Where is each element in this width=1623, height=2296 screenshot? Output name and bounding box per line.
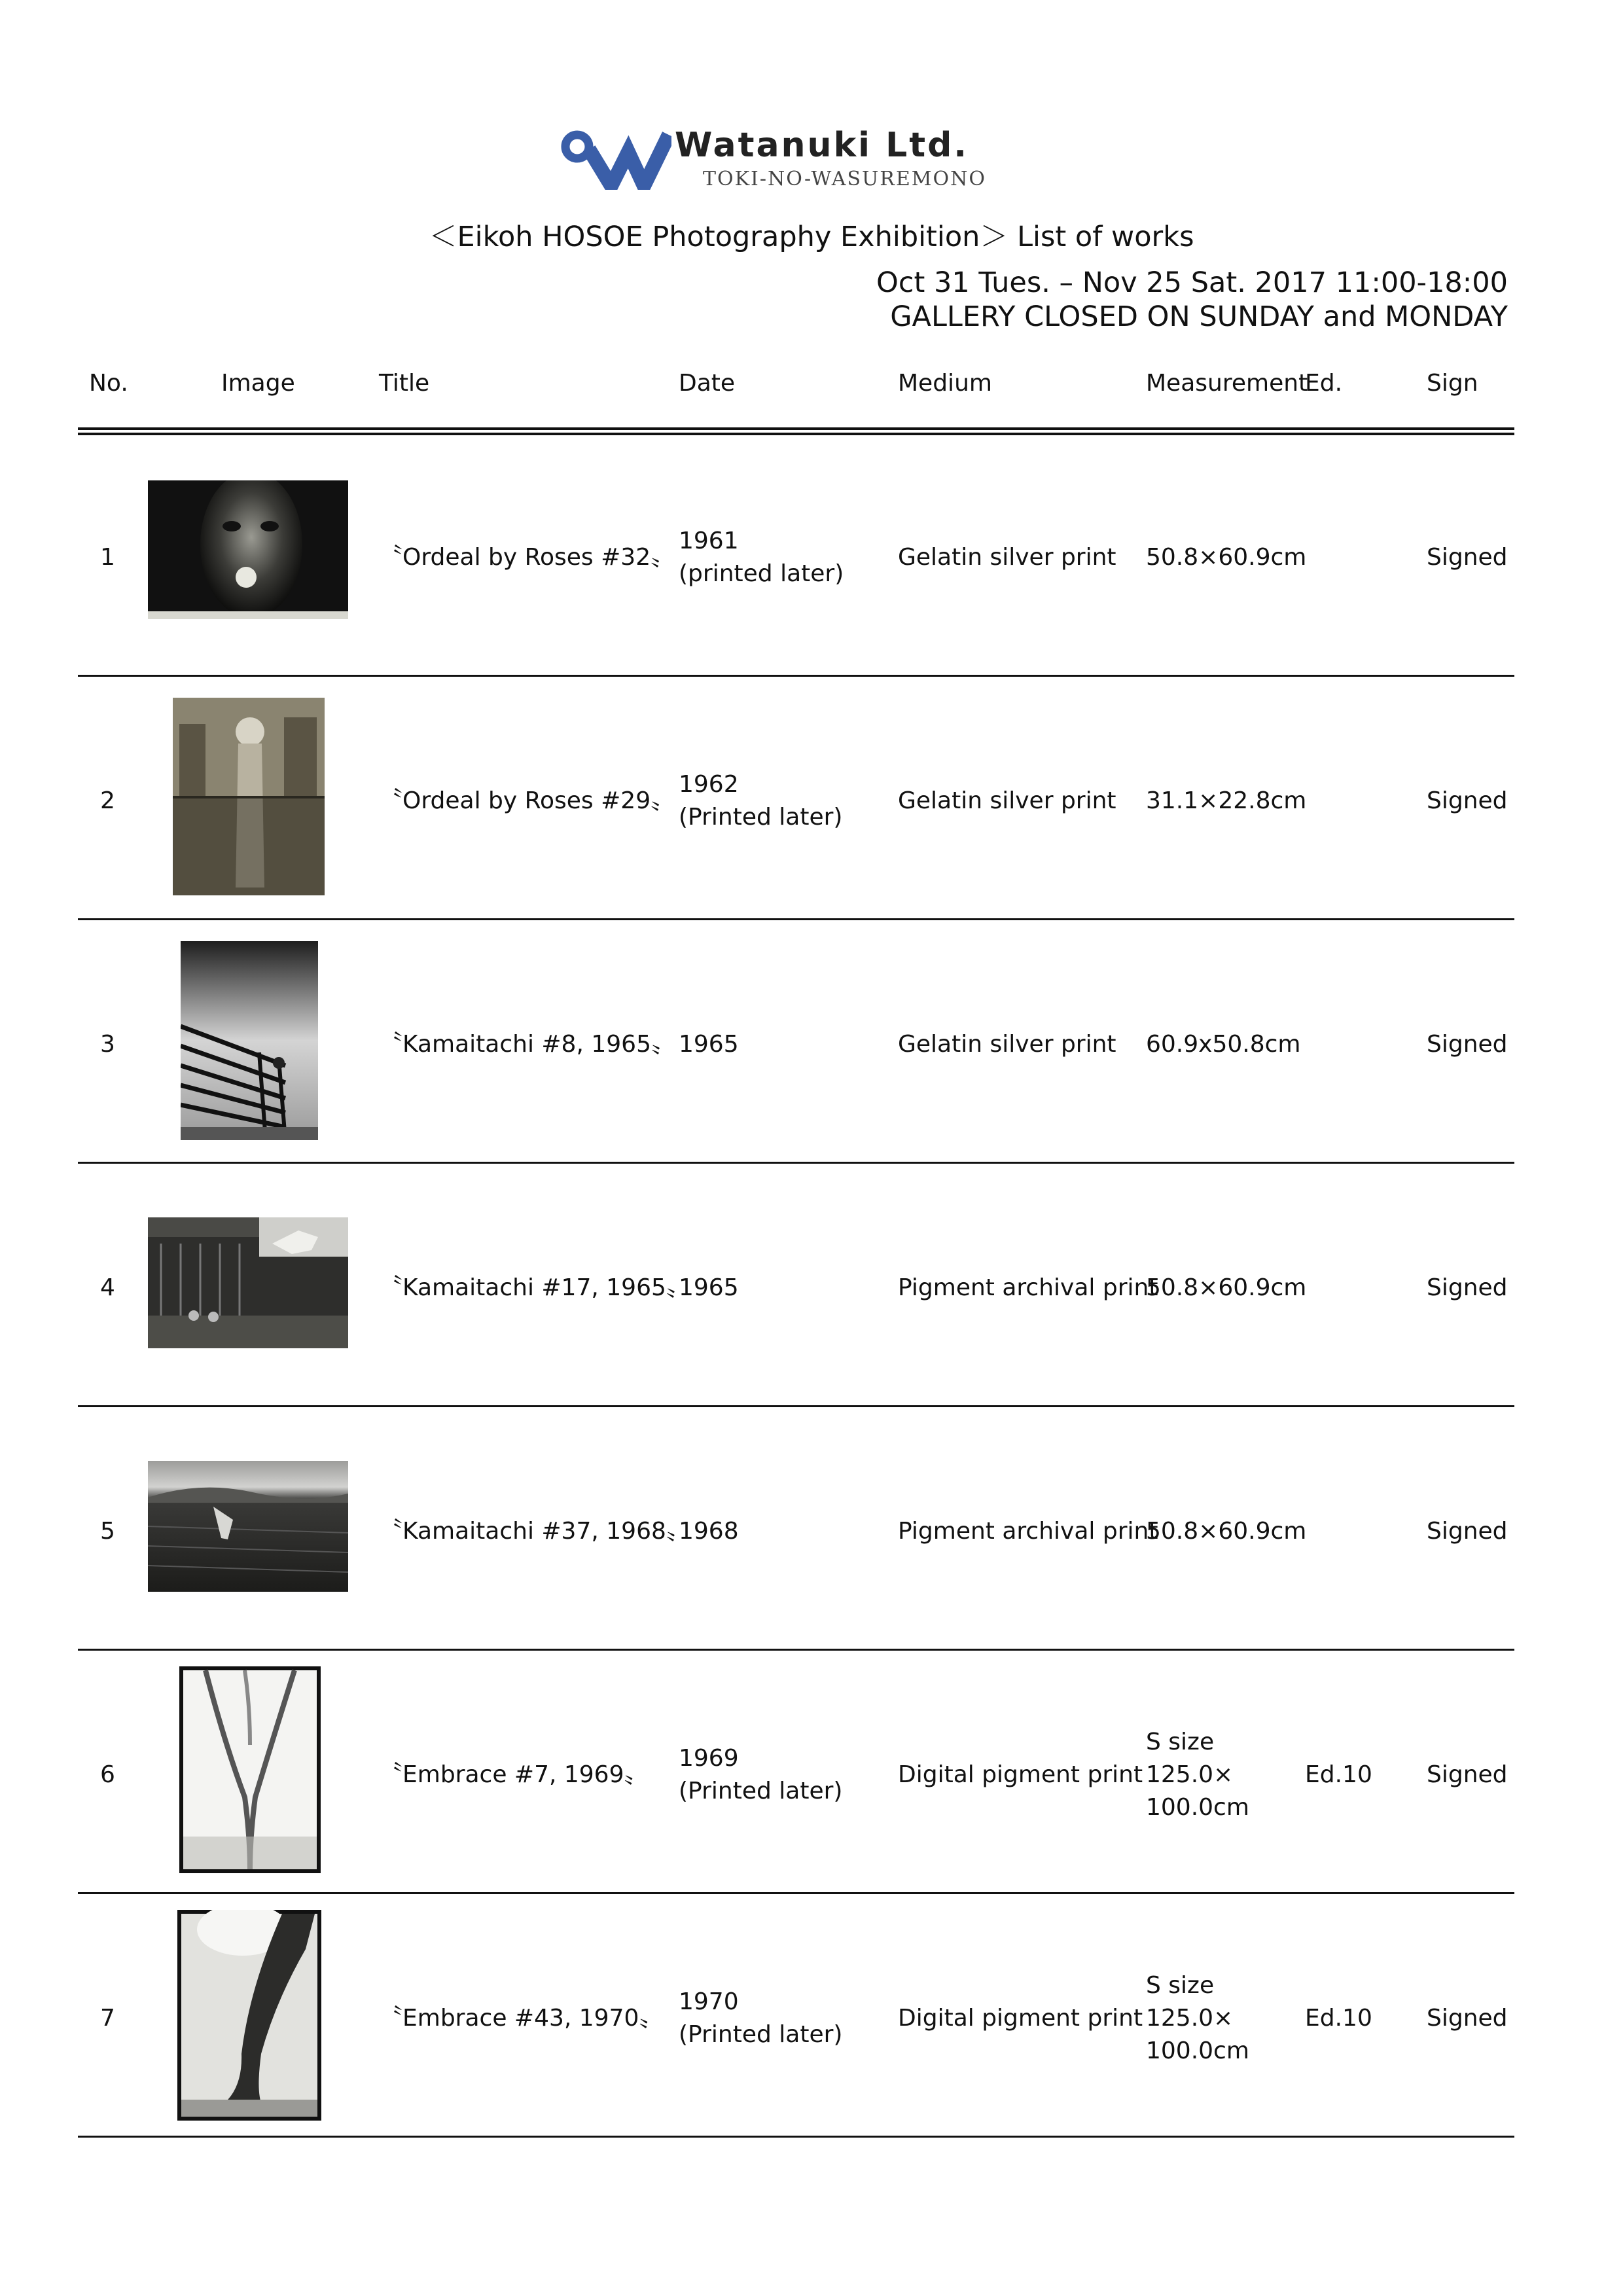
measurement-line: 50.8×60.9cm bbox=[1146, 1518, 1307, 1545]
cell-no: 6 bbox=[100, 1761, 115, 1788]
date-year: 1969 bbox=[679, 1745, 739, 1772]
measurement-line: 60.9x50.8cm bbox=[1146, 1031, 1301, 1058]
measurement-line: S size bbox=[1146, 1729, 1215, 1755]
cell-date bbox=[679, 1272, 739, 1304]
row-divider bbox=[78, 2136, 1514, 2138]
header-measurement: Measurement bbox=[1146, 370, 1308, 397]
header-ed: Ed. bbox=[1305, 370, 1343, 397]
date-note: (Printed later) bbox=[679, 2021, 843, 2048]
cell-sign: Signed bbox=[1427, 2005, 1508, 2032]
cell-title: 〝Ordeal by Roses #29〟 bbox=[379, 787, 675, 814]
cell-no: 7 bbox=[100, 2005, 115, 2032]
date-year: 1968 bbox=[679, 1518, 739, 1545]
artwork-thumbnail bbox=[179, 1666, 321, 1873]
measurement-line: S size bbox=[1146, 1972, 1215, 1999]
artwork-thumbnail bbox=[148, 1461, 348, 1592]
cell-sign: Signed bbox=[1427, 1761, 1508, 1788]
table-row bbox=[78, 1651, 1514, 1894]
cell-measurement bbox=[1146, 1969, 1249, 2068]
cell-title: 〝Kamaitachi #17, 1965〟 bbox=[379, 1274, 690, 1301]
cell-date bbox=[679, 768, 842, 834]
measurement-line: 125.0× bbox=[1146, 1761, 1234, 1788]
exhibition-dates-block bbox=[876, 266, 1508, 334]
measurement-line: 31.1×22.8cm bbox=[1146, 787, 1307, 814]
leaping-figure-photo bbox=[148, 1217, 348, 1348]
cell-title: 〝Embrace #7, 1969〟 bbox=[379, 1761, 648, 1788]
cell-medium: Pigment archival print bbox=[898, 1274, 1158, 1301]
artwork-thumbnail bbox=[148, 480, 348, 619]
date-note: (Printed later) bbox=[679, 804, 843, 831]
measurement-line: 100.0cm bbox=[1146, 1794, 1249, 1821]
date-year: 1962 bbox=[679, 771, 739, 798]
company-logo bbox=[560, 126, 1018, 195]
header-sign: Sign bbox=[1427, 370, 1478, 397]
field-figure-photo bbox=[148, 1461, 348, 1592]
cell-medium: Gelatin silver print bbox=[898, 787, 1116, 814]
cell-no: 4 bbox=[100, 1274, 115, 1301]
cell-medium: Gelatin silver print bbox=[898, 544, 1116, 571]
cell-date bbox=[679, 1515, 739, 1548]
table-row bbox=[78, 920, 1514, 1164]
date-note: (printed later) bbox=[679, 560, 844, 587]
table-row bbox=[78, 1407, 1514, 1651]
measurement-line: 125.0× bbox=[1146, 2005, 1234, 2032]
cell-sign: Signed bbox=[1427, 1274, 1508, 1301]
date-year: 1965 bbox=[679, 1031, 739, 1058]
date-year: 1961 bbox=[679, 528, 739, 554]
cell-no: 3 bbox=[100, 1031, 115, 1058]
cell-title: 〝Ordeal by Roses #32〟 bbox=[379, 544, 675, 571]
cell-sign: Signed bbox=[1427, 787, 1508, 814]
cell-medium: Digital pigment print bbox=[898, 1761, 1143, 1788]
company-name: Watanuki Ltd. bbox=[675, 126, 969, 165]
header-medium: Medium bbox=[898, 370, 992, 397]
embrace-legs-photo bbox=[179, 1666, 321, 1873]
cell-no: 1 bbox=[100, 544, 115, 571]
portrait-rose-photo bbox=[148, 480, 348, 619]
cell-date bbox=[679, 1028, 739, 1061]
table-row bbox=[78, 677, 1514, 920]
cell-no: 2 bbox=[100, 787, 115, 814]
cell-measurement bbox=[1146, 1726, 1249, 1824]
exhibition-title: ＜Eikoh HOSOE Photography Exhibition＞ List of works bbox=[429, 221, 1194, 253]
date-note: (Printed later) bbox=[679, 1778, 843, 1804]
cell-measurement bbox=[1146, 1272, 1306, 1304]
cell-medium: Digital pigment print bbox=[898, 2005, 1143, 2032]
artwork-thumbnail bbox=[148, 1217, 348, 1348]
header-image: Image bbox=[221, 370, 295, 397]
cell-date bbox=[679, 525, 844, 590]
company-tagline: TOKI-NO-WASUREMONO bbox=[703, 168, 986, 190]
cell-sign: Signed bbox=[1427, 544, 1508, 571]
gallery-closed-notice: GALLERY CLOSED ON SUNDAY and MONDAY bbox=[890, 300, 1508, 333]
cell-date bbox=[679, 1742, 842, 1808]
header-date: Date bbox=[679, 370, 736, 397]
header-no: No. bbox=[89, 370, 128, 397]
cell-sign: Signed bbox=[1427, 1518, 1508, 1545]
cell-sign: Signed bbox=[1427, 1031, 1508, 1058]
cell-ed: Ed.10 bbox=[1305, 1761, 1372, 1788]
measurement-line: 50.8×60.9cm bbox=[1146, 544, 1307, 571]
embrace-leg-photo bbox=[177, 1910, 321, 2121]
fence-figure-photo bbox=[181, 941, 318, 1140]
cell-measurement bbox=[1146, 1028, 1300, 1061]
exhibition-dates: Oct 31 Tues. – Nov 25 Sat. 2017 11:00-18:00 bbox=[876, 266, 1508, 299]
cell-title: 〝Kamaitachi #8, 1965〟 bbox=[379, 1031, 675, 1058]
cell-title: 〝Kamaitachi #37, 1968〟 bbox=[379, 1518, 690, 1545]
cell-medium: Gelatin silver print bbox=[898, 1031, 1116, 1058]
cell-no: 5 bbox=[100, 1518, 115, 1545]
collage-figure-photo bbox=[173, 698, 325, 895]
watanuki-logo-mark bbox=[560, 130, 671, 190]
table-row bbox=[78, 1894, 1514, 2138]
measurement-line: 100.0cm bbox=[1146, 2037, 1249, 2064]
cell-measurement bbox=[1146, 1515, 1306, 1548]
measurement-line: 50.8×60.9cm bbox=[1146, 1274, 1307, 1301]
date-year: 1965 bbox=[679, 1274, 739, 1301]
cell-title: 〝Embrace #43, 1970〟 bbox=[379, 2005, 663, 2032]
date-year: 1970 bbox=[679, 1988, 739, 2015]
cell-ed: Ed.10 bbox=[1305, 2005, 1372, 2032]
header-title: Title bbox=[379, 370, 430, 397]
cell-medium: Pigment archival print bbox=[898, 1518, 1158, 1545]
cell-measurement bbox=[1146, 541, 1306, 574]
table-row bbox=[78, 433, 1514, 677]
artwork-thumbnail bbox=[177, 1910, 321, 2121]
cell-measurement bbox=[1146, 785, 1306, 817]
cell-date bbox=[679, 1986, 842, 2051]
artwork-thumbnail bbox=[173, 698, 325, 895]
artwork-thumbnail bbox=[181, 941, 318, 1140]
table-row bbox=[78, 1164, 1514, 1407]
